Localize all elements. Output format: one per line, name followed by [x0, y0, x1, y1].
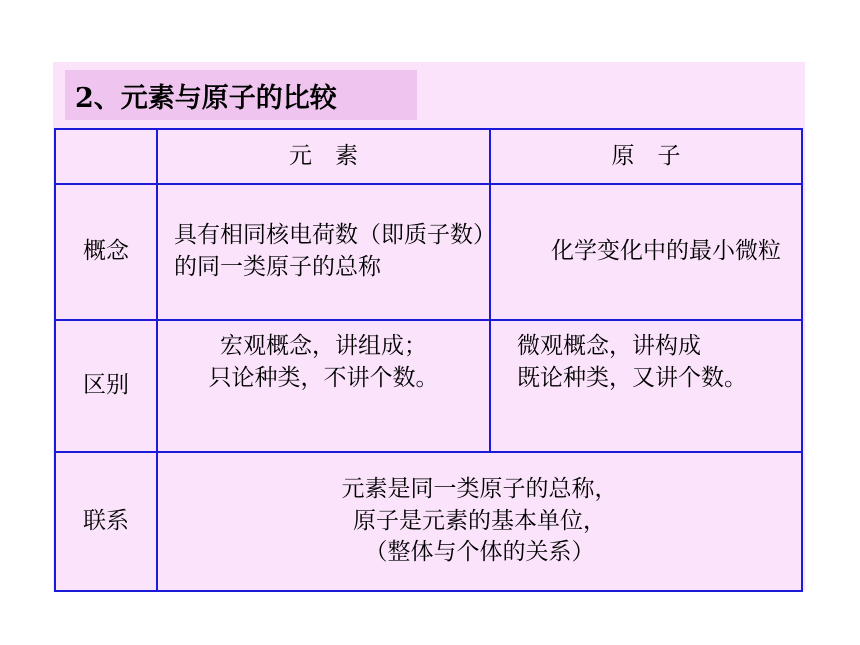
slide-title	[65, 70, 417, 120]
difference-atom-line-2: 既论种类，又讲个数。	[517, 364, 747, 391]
difference-element-cell	[157, 320, 490, 452]
header-atom: 原 子	[490, 129, 802, 184]
table-header-row	[55, 129, 802, 184]
difference-atom-cell	[490, 320, 802, 452]
relation-line-3: （整体与个体的关系）	[364, 539, 595, 566]
difference-atom-line-1: 微观概念，讲构成	[517, 333, 701, 359]
row-label-relation: 联系	[55, 452, 157, 591]
concept-atom-cell: 化学变化中的最小微粒	[490, 184, 802, 320]
table-row-relation	[55, 452, 802, 591]
corner-cell	[55, 129, 157, 184]
difference-element-line-1: 宏观概念，讲组成；	[220, 333, 427, 359]
header-element: 元 素	[157, 129, 490, 184]
relation-cell	[157, 452, 802, 591]
relation-line-2: 原子是元素的基本单位，	[353, 507, 606, 534]
comparison-table	[54, 128, 803, 592]
row-label-concept: 概念	[55, 184, 157, 320]
difference-element-line-2: 只论种类，不讲个数。	[208, 364, 439, 391]
row-label-difference: 区别	[55, 320, 157, 452]
slide-title-text: 2、元素与原子的比较	[75, 82, 337, 114]
concept-element-cell: 具有相同核电荷数（即质子数）的同一类原子的总称	[157, 184, 490, 320]
table-row-concept	[55, 184, 802, 320]
relation-line-1: 元素是同一类原子的总称，	[341, 475, 618, 502]
table-row-difference	[55, 320, 802, 452]
